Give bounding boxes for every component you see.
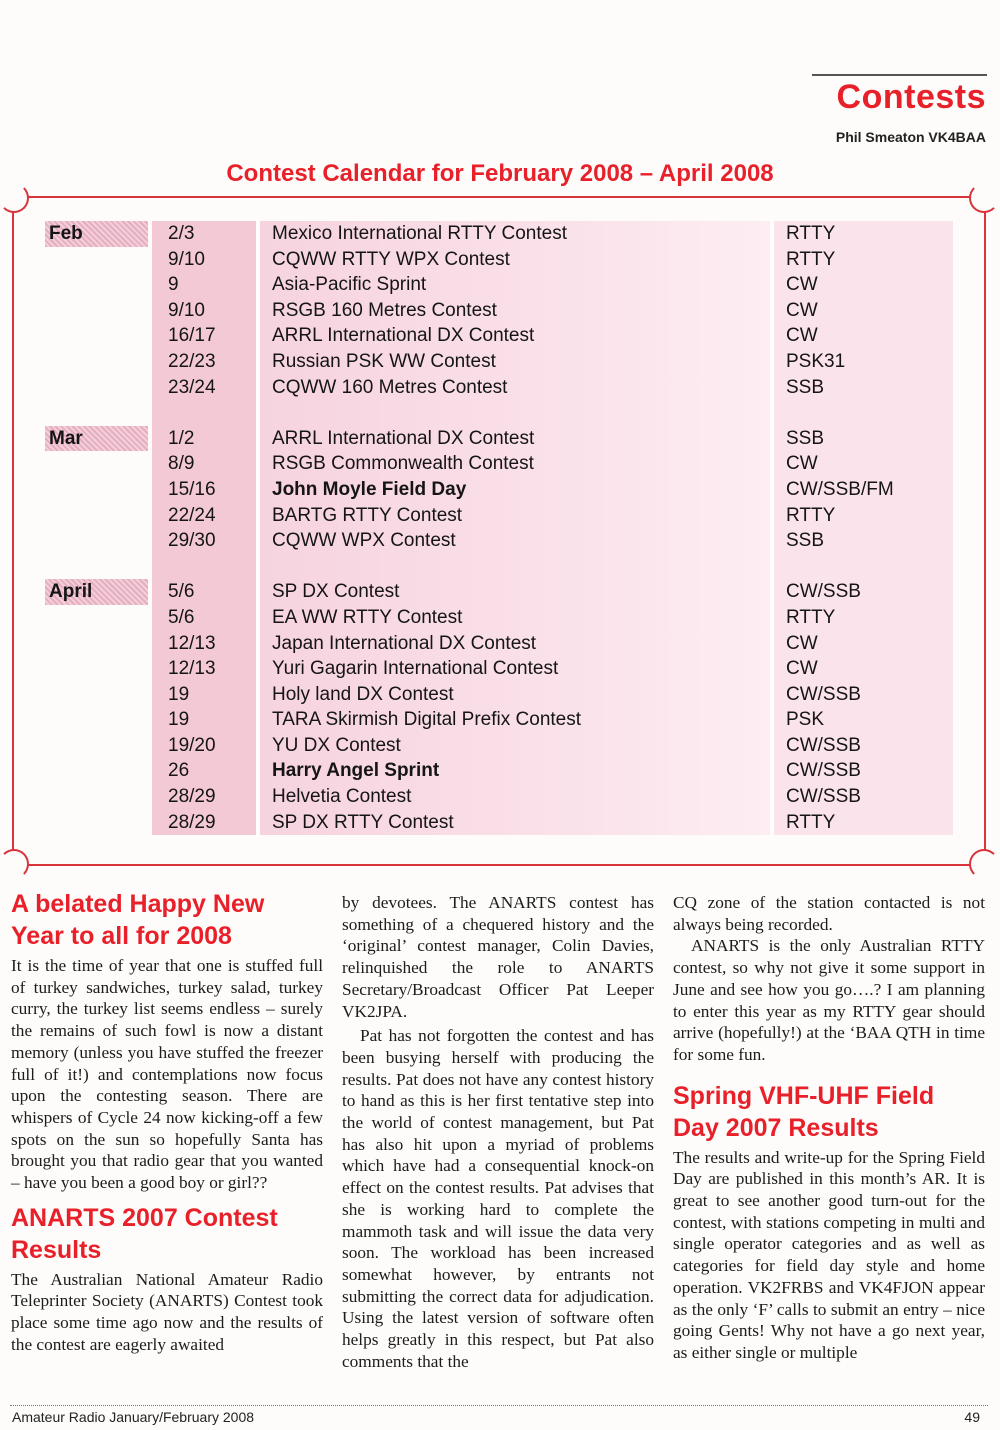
calendar-month	[45, 605, 148, 631]
calendar-row	[45, 707, 953, 733]
calendar-row	[45, 298, 953, 324]
calendar-month	[45, 707, 148, 733]
calendar-month	[45, 656, 148, 682]
calendar-date: 12/13	[152, 656, 256, 682]
calendar-month	[45, 451, 148, 477]
calendar-row	[45, 733, 953, 759]
calendar-date: 19/20	[152, 733, 256, 759]
section-title: Contests	[836, 78, 986, 116]
calendar-contest-name: SP DX Contest	[260, 579, 770, 605]
calendar-month: April	[45, 579, 148, 605]
calendar-mode: CW/SSB	[774, 733, 953, 759]
calendar-mode: SSB	[774, 375, 953, 401]
footer-rule	[10, 1405, 988, 1406]
calendar-month	[45, 323, 148, 349]
calendar-mode	[774, 554, 953, 580]
calendar-mode: RTTY	[774, 810, 953, 836]
calendar-contest-name: RSGB 160 Metres Contest	[260, 298, 770, 324]
calendar-date: 19	[152, 707, 256, 733]
paragraph-new-year: It is the time of year that one is stuffed full of turkey sandwiches, turkey salad, turkey curry, the turkey list seems endless – surely the remains of such fowl is now a distant memory (unless you have stuffed the freezer full of it!) and contemplations now focus upon the contesting season. There are whispers of Cycle 24 now kicking-off a few spots on the sun so hopefully Santa has brought you that radio gear that you wanted – have you been a good boy or girl??	[11, 956, 323, 1193]
article-column-1	[11, 888, 323, 1356]
calendar-month	[45, 631, 148, 657]
calendar-row	[45, 784, 953, 810]
frame-corner	[969, 183, 999, 213]
calendar-date: 5/6	[152, 605, 256, 631]
calendar-contest-name: ARRL International DX Contest	[260, 426, 770, 452]
article-column-3	[673, 892, 985, 1364]
calendar-mode: SSB	[774, 426, 953, 452]
calendar-contest-name	[260, 554, 770, 580]
calendar-date: 1/2	[152, 426, 256, 452]
calendar-mode: PSK31	[774, 349, 953, 375]
heading-happy-new-year: A belated Happy New Year to all for 2008	[11, 890, 265, 950]
paragraph-anarts-support: ANARTS is the only Australian RTTY contest, so why not give it some support in June and see how you go….? I am planning to enter this year as my RTTY gear should arrive (hopefully!) at the ‘BAA QTH in time for some fun.	[673, 936, 985, 1064]
calendar-contest-name: CQWW RTTY WPX Contest	[260, 247, 770, 273]
calendar-row	[45, 323, 953, 349]
calendar-mode: CW	[774, 272, 953, 298]
calendar-row	[45, 426, 953, 452]
calendar-mode: CW/SSB	[774, 579, 953, 605]
calendar-contest-name: Russian PSK WW Contest	[260, 349, 770, 375]
calendar-mode: CW/SSB	[774, 682, 953, 708]
frame-corner	[969, 849, 999, 879]
calendar-date: 9	[152, 272, 256, 298]
calendar-row	[45, 272, 953, 298]
calendar-mode: CW	[774, 323, 953, 349]
calendar-month	[45, 375, 148, 401]
calendar-month	[45, 400, 148, 426]
frame-corner	[0, 849, 29, 879]
calendar-row	[45, 477, 953, 503]
calendar-date: 26	[152, 758, 256, 784]
calendar-date: 12/13	[152, 631, 256, 657]
calendar-contest-name: Mexico International RTTY Contest	[260, 221, 770, 247]
calendar-contest-name: RSGB Commonwealth Contest	[260, 451, 770, 477]
calendar-month	[45, 733, 148, 759]
paragraph-pat-results: Pat has not forgotten the contest and has been busying herself with producing the results. Pat does not have any contest history to hand as this is her first tentative step into the world of contest management, but Pat has also hit upon a myriad of problems which have had a consequential knock-on effect on the contest results. Pat advises that she is working hard to complete the mammoth task and will issue the data very soon. The workload has been increased somewhat however, by entrants not submitting the correct data for adjudication. Using the latest version of software often helps greatly in this respect, but Pat also comments that the	[342, 1026, 654, 1371]
calendar-row	[45, 349, 953, 375]
calendar-contest-name: CQWW WPX Contest	[260, 528, 770, 554]
calendar-row	[45, 605, 953, 631]
heading-anarts-results: ANARTS 2007 Contest Results	[11, 1203, 278, 1264]
calendar-mode: PSK	[774, 707, 953, 733]
calendar-date: 28/29	[152, 810, 256, 836]
calendar-mode: CW	[774, 451, 953, 477]
calendar-mode	[774, 400, 953, 426]
calendar-row	[45, 810, 953, 836]
contest-calendar-table	[45, 221, 953, 835]
calendar-month	[45, 554, 148, 580]
calendar-mode: CW	[774, 656, 953, 682]
calendar-contest-name: Asia-Pacific Sprint	[260, 272, 770, 298]
paragraph-anarts-intro: The Australian National Amateur Radio Teleprinter Society (ANARTS) Contest took place some time ago now and the results of the contest are eagerly awaited	[11, 1269, 323, 1354]
calendar-row	[45, 221, 953, 247]
calendar-row	[45, 758, 953, 784]
calendar-month	[45, 682, 148, 708]
calendar-row	[45, 631, 953, 657]
article-column-2	[342, 892, 654, 1372]
calendar-contest-name: EA WW RTTY Contest	[260, 605, 770, 631]
calendar-contest-name: Yuri Gagarin International Contest	[260, 656, 770, 682]
frame-corner	[0, 183, 29, 213]
calendar-mode: RTTY	[774, 503, 953, 529]
calendar-date: 9/10	[152, 298, 256, 324]
calendar-mode: SSB	[774, 528, 953, 554]
calendar-contest-name: YU DX Contest	[260, 733, 770, 759]
calendar-mode: RTTY	[774, 605, 953, 631]
calendar-contest-name: TARA Skirmish Digital Prefix Contest	[260, 707, 770, 733]
calendar-date: 22/24	[152, 503, 256, 529]
page-number: 49	[964, 1409, 980, 1425]
calendar-date: 23/24	[152, 375, 256, 401]
calendar-month: Mar	[45, 426, 148, 452]
calendar-row	[45, 528, 953, 554]
paragraph-anarts-intro-cont: by devotees. The ANARTS contest has something of a chequered history and the ‘original’ contest manager, Colin Davies, relinquished the role to ANARTS Secretary/Broadcast Officer Pat Leeper VK2JPA.	[342, 893, 654, 1021]
calendar-date: 16/17	[152, 323, 256, 349]
calendar-date: 9/10	[152, 247, 256, 273]
calendar-mode: CW/SSB	[774, 784, 953, 810]
calendar-month	[45, 810, 148, 836]
author-byline: Phil Smeaton VK4BAA	[835, 129, 986, 145]
calendar-row	[45, 375, 953, 401]
calendar-month	[45, 247, 148, 273]
calendar-month	[45, 528, 148, 554]
paragraph-spring-field-day: The results and write-up for the Spring Field Day are published in this month’s AR. It is great to see another good turn-out for the contest, with stations competing in multi and single operator categories and as well as categories for field day style and home operation. VK2FRBS and VK4FJON appear as the only ‘F’ calls to submit an entry – nice going Gents! Why not have a go next year, as either single or multiple	[673, 1147, 985, 1362]
paragraph-pat-results-cont: CQ zone of the station contacted is not always being recorded.	[673, 893, 985, 934]
calendar-mode: CW/SSB/FM	[774, 477, 953, 503]
header-rule	[812, 74, 987, 76]
calendar-month	[45, 477, 148, 503]
calendar-date: 19	[152, 682, 256, 708]
calendar-contest-name: ARRL International DX Contest	[260, 323, 770, 349]
calendar-contest-name	[260, 400, 770, 426]
calendar-date: 22/23	[152, 349, 256, 375]
calendar-row	[45, 682, 953, 708]
calendar-date	[152, 554, 256, 580]
calendar-month	[45, 298, 148, 324]
calendar-contest-name: BARTG RTTY Contest	[260, 503, 770, 529]
calendar-month: Feb	[45, 221, 148, 247]
calendar-date: 5/6	[152, 579, 256, 605]
calendar-contest-name: Helvetia Contest	[260, 784, 770, 810]
calendar-row	[45, 451, 953, 477]
calendar-row	[45, 656, 953, 682]
calendar-month	[45, 272, 148, 298]
calendar-date: 2/3	[152, 221, 256, 247]
calendar-mode: CW	[774, 631, 953, 657]
calendar-contest-name: SP DX RTTY Contest	[260, 810, 770, 836]
calendar-row	[45, 579, 953, 605]
calendar-row	[45, 503, 953, 529]
heading-spring-field-day: Spring VHF-UHF Field Day 2007 Results	[673, 1081, 935, 1142]
calendar-contest-name: CQWW 160 Metres Contest	[260, 375, 770, 401]
calendar-date: 15/16	[152, 477, 256, 503]
calendar-mode: RTTY	[774, 247, 953, 273]
calendar-date: 8/9	[152, 451, 256, 477]
calendar-title: Contest Calendar for February 2008 – April 2008	[226, 160, 774, 187]
calendar-contest-name: Holy land DX Contest	[260, 682, 770, 708]
calendar-month	[45, 349, 148, 375]
calendar-contest-name: Japan International DX Contest	[260, 631, 770, 657]
calendar-month	[45, 784, 148, 810]
calendar-month	[45, 758, 148, 784]
calendar-row	[45, 554, 953, 580]
calendar-date: 29/30	[152, 528, 256, 554]
calendar-date: 28/29	[152, 784, 256, 810]
calendar-row	[45, 400, 953, 426]
calendar-mode: RTTY	[774, 221, 953, 247]
calendar-contest-name: John Moyle Field Day	[260, 477, 770, 503]
footer-publication: Amateur Radio January/February 2008	[12, 1409, 255, 1425]
calendar-mode: CW	[774, 298, 953, 324]
calendar-date	[152, 400, 256, 426]
calendar-row	[45, 247, 953, 273]
calendar-contest-name: Harry Angel Sprint	[260, 758, 770, 784]
calendar-mode: CW/SSB	[774, 758, 953, 784]
calendar-month	[45, 503, 148, 529]
